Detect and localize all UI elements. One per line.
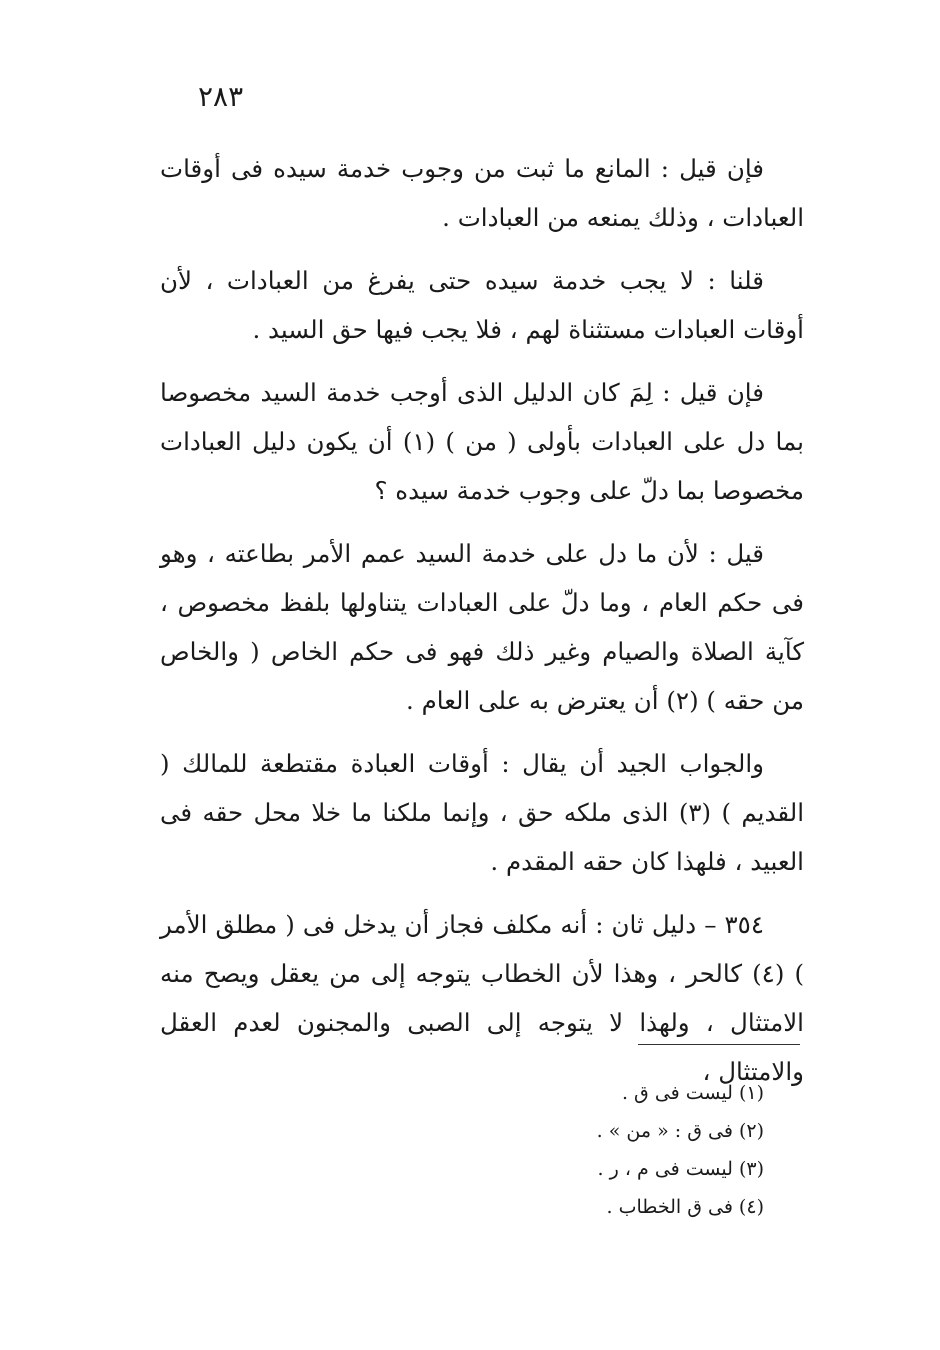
footnote-3: (٣) ليست فى م ، ر .: [597, 1158, 764, 1180]
paragraph-1: فإن قيل : المانع ما ثبت من وجوب خدمة سيده فى أوقات العبادات ، وذلك يمنعه من العبادات .: [160, 154, 804, 232]
footnote-2: (٢) فى ق : « من » .: [596, 1120, 764, 1142]
paragraph-5: والجواب الجيد أن يقال : أوقات العبادة مقتطعة للمالك ( القديم ) (٣) الذى ملكه حق ، وإنما ملكنا ما خلا محل حقه فى العبيد ، فلهذا كان حقه المقدم .: [160, 749, 804, 876]
paragraph-2: قلنا : لا يجب خدمة سيده حتى يفرغ من العبادات ، لأن أوقات العبادات مستثناة لهم ، فلا يجب فيها حق السيد .: [160, 266, 804, 344]
paragraph-4: قيل : لأن ما دل على خدمة السيد عمم الأمر بطاعته ، وهو فى حكم العام ، وما دلّ على العبادات يتناولها بلفظ مخصوص ، كآية الصلاة والصيام وغير ذلك فهو فى حكم الخاص ( والخاص من حقه ) (٢) أن يعترض به على العام .: [160, 539, 804, 715]
page-number: ٢٨٣: [198, 80, 244, 113]
footnote-divider: [638, 1044, 800, 1045]
footnotes: [500, 1074, 764, 1226]
footnote-1: (١) ليست فى ق .: [621, 1082, 764, 1104]
paragraph-6: ٣٥٤ – دليل ثان : أنه مكلف فجاز أن يدخل فى ( مطلق الأمر ) (٤) كالحر ، وهذا لأن الخطاب يتوجه إلى من يعقل ويصح منه الامتثال ، ولهذا لا يتوجه إلى الصبى والمجنون لعدم العقل والامتثال ،: [160, 910, 804, 1086]
main-text: [160, 144, 804, 1110]
paragraph-3: فإن قيل : لِمَ كان الدليل الذى أوجب خدمة السيد مخصوصا بما دل على العبادات بأولى ( من ) (١) أن يكون دليل العبادات مخصوصا بما دلّ على وجوب خدمة سيده ؟: [160, 378, 804, 505]
footnote-4: (٤) فى ق الخطاب .: [606, 1196, 764, 1218]
